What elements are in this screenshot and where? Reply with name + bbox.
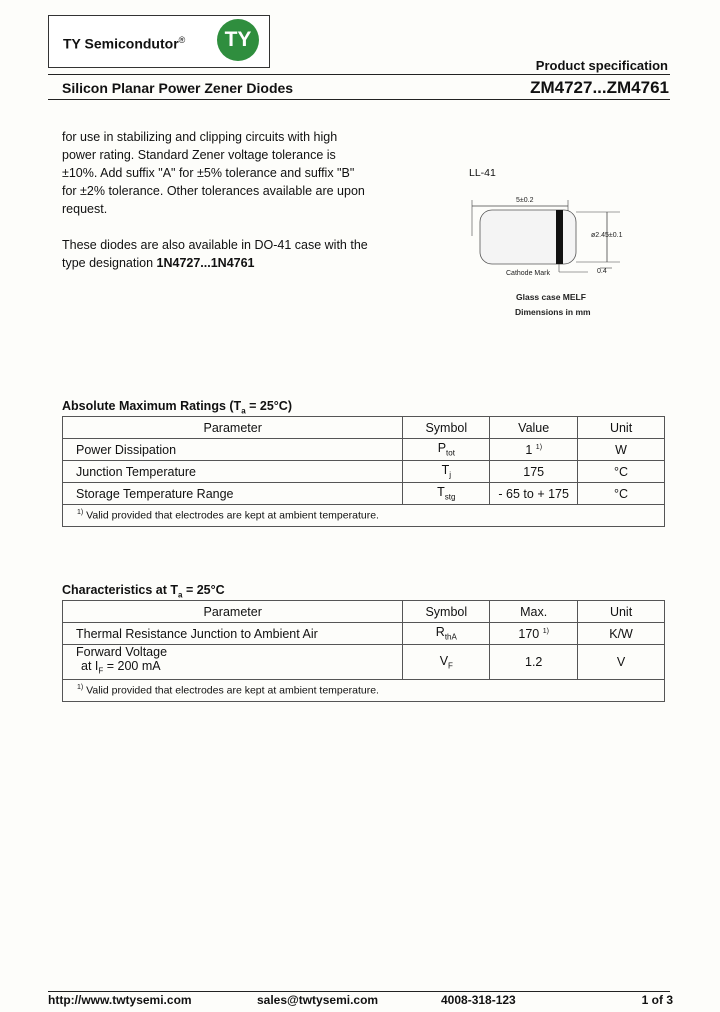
spec-label: Product specification (535, 58, 668, 73)
end-dimension: 0.4 (597, 268, 607, 275)
diameter-dimension: ø2.45±0.1 (591, 232, 623, 239)
footer-website-link[interactable]: http://www.twtysemi.com (48, 993, 192, 1007)
abs-max-title: Absolute Maximum Ratings $(T_a = 25^\circ C)$ (62, 399, 292, 416)
table-footnote-row: $^{1)}$ Valid provided that electrodes are kept at ambient temperature. (63, 679, 665, 701)
cathode-band (556, 210, 563, 264)
logo-company-name: TY Semicondutor® (63, 35, 186, 52)
footer-divider (48, 991, 670, 992)
part-range: ZM4727...ZM4761 (530, 78, 669, 97)
length-dimension: 5±0.2 (516, 197, 534, 204)
cathode-mark-label: Cathode Mark (506, 270, 550, 277)
company-logo (48, 15, 270, 68)
footer-email-link[interactable]: sales@twtysemi.com (257, 993, 379, 1007)
document-title: Silicon Planar Power Zener Diodes (62, 80, 294, 96)
characteristics-table (62, 600, 665, 702)
logo-mark-icon: TY (217, 19, 259, 61)
intro-paragraph: for use in stabilizing and clipping circuits with high power rating. Standard Zener voltage tolerance is ±10%. Add suffix "A" for ±5% tolerance and suffix "B" for ±2% tolerance. Other tolerances available are upon request. (62, 130, 365, 216)
table-row: Junction Temperature $T_j$ 175 °C (63, 461, 665, 483)
table-row: Power Dissipation $P_{tot}$ 1 $^{1)}$ W (63, 439, 665, 461)
package-caption: Glass case MELF (516, 292, 586, 302)
table-footnote-row: $^{1)}$ Valid provided that electrodes are kept at ambient temperature. (63, 505, 665, 527)
package-name: LL-41 (469, 167, 496, 179)
alt-package-paragraph: These diodes are also available in DO-41 case with the type designation 1N4727...1N4761 (62, 238, 368, 270)
table-header-row: Parameter Symbol Max. Unit (63, 601, 665, 623)
table-row: Forward Voltage at $I_F = 200$ mA $V_F$ 1.2 V (63, 645, 665, 680)
table-row: Thermal Resistance Junction to Ambient Air $R_{thA}$ 170 $^{1)}$ K/W (63, 623, 665, 645)
table-row: Storage Temperature Range $T_{stg}$ - 65 to + 175 °C (63, 483, 665, 505)
abs-max-table (62, 416, 665, 527)
table-header-row: Parameter Symbol Value Unit (63, 417, 665, 439)
header-divider (48, 74, 670, 75)
dimensions-caption: Dimensions in mm (515, 307, 591, 317)
title-divider (48, 99, 670, 100)
characteristics-title: Characteristics at $T_a = 25^\circ C$ (62, 583, 225, 600)
page-number: 1 of 3 (641, 993, 673, 1007)
footer-phone: 4008-318-123 (441, 993, 516, 1007)
